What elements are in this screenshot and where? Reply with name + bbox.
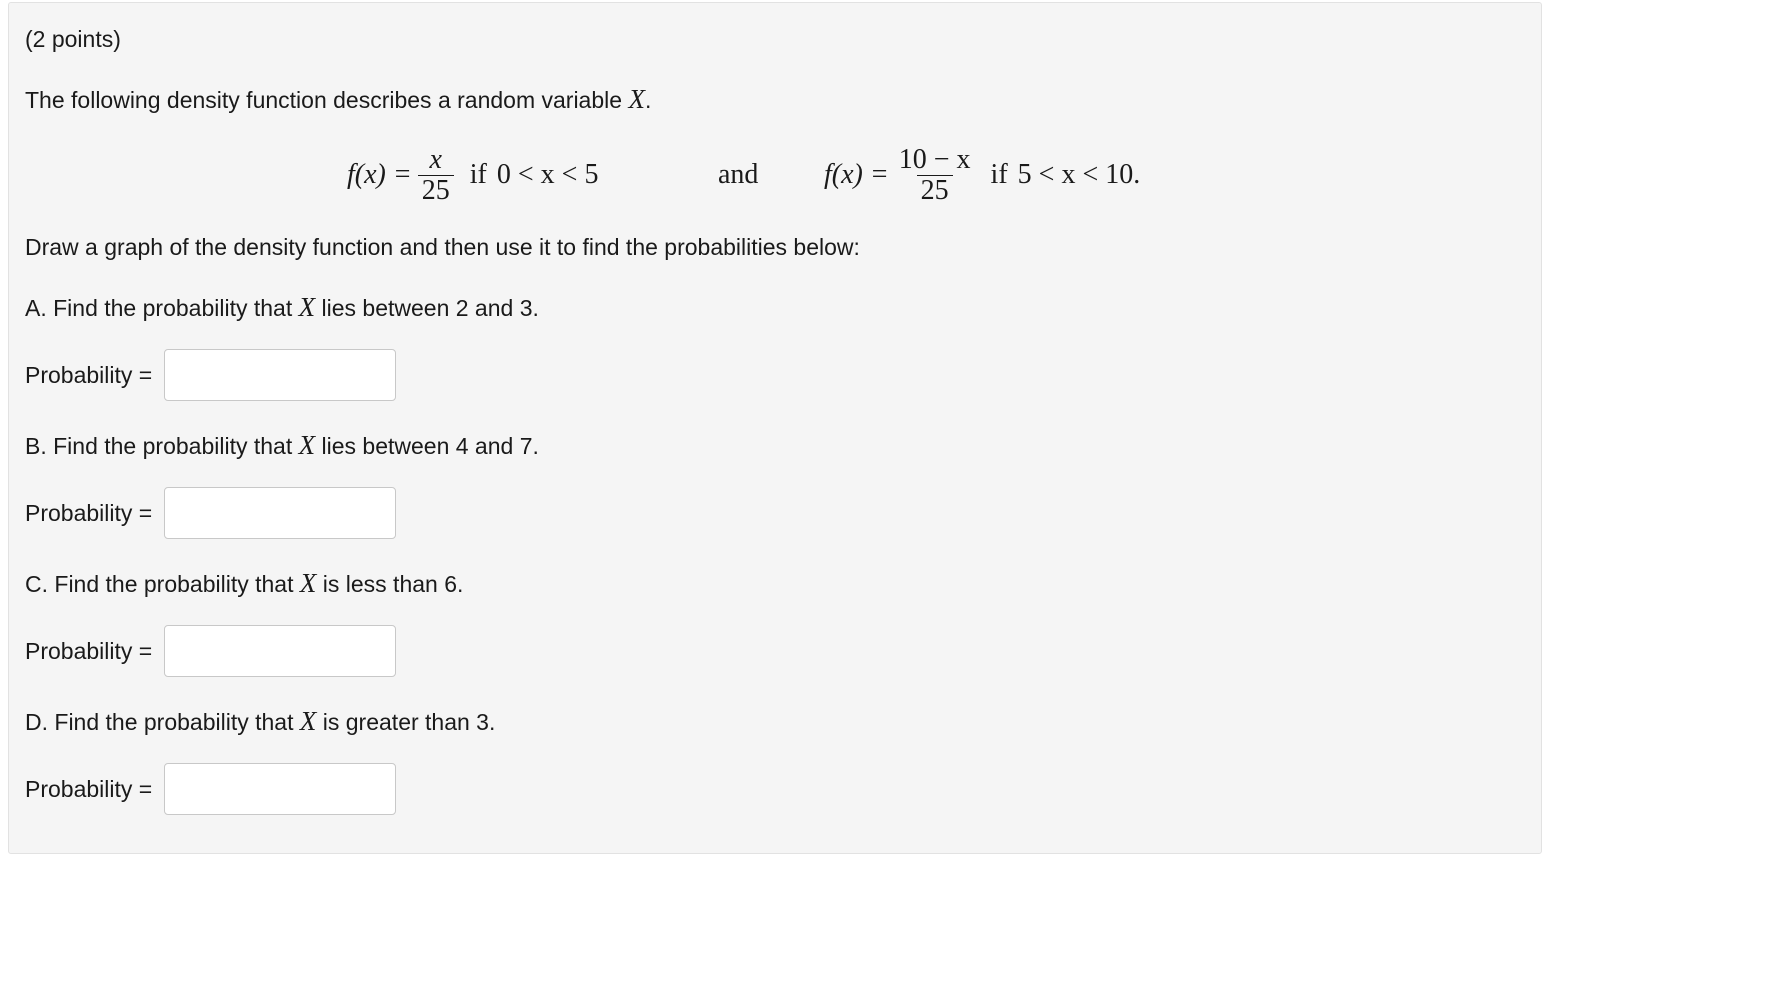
probability-input-d[interactable] [164, 763, 396, 815]
formula-right-if: if [990, 159, 1008, 190]
formula-right-condition: 5 < x < 10. [1017, 159, 1141, 190]
question-b [25, 431, 539, 460]
question-d [25, 707, 495, 736]
question-d-pre: D. Find the probability that [25, 709, 300, 735]
points-label: (2 points) [25, 26, 121, 52]
formula-right-fraction [895, 145, 975, 206]
answer-row-c [25, 625, 396, 677]
probability-label-a: Probability = [25, 361, 153, 388]
formula-right-lhs: f(x) = [824, 159, 889, 190]
formula-left-condition: 0 < x < 5 [496, 159, 599, 190]
formula-left-lhs: f(x) = [347, 159, 412, 190]
formula-right-numerator: 10 − x [898, 143, 971, 175]
question-c-pre: C. Find the probability that [25, 571, 300, 597]
formula-left-numerator: x [429, 143, 442, 175]
question-d-post: is greater than 3. [316, 709, 496, 735]
formula-connector: and [718, 159, 759, 190]
intro-text-body: The following density function describes a random variable [25, 87, 629, 113]
instruction-text: Draw a graph of the density function and then use it to find the probabilities below: [25, 234, 860, 260]
formula-right-denominator: 25 [917, 175, 953, 206]
probability-label-d: Probability = [25, 775, 153, 802]
formula-left-if: if [469, 159, 487, 190]
question-b-variable: X [298, 430, 316, 460]
question-c-post: is less than 6. [316, 571, 464, 597]
probability-label-b: Probability = [25, 499, 153, 526]
question-b-post: lies between 4 and 7. [315, 433, 539, 459]
density-formula-left [347, 139, 598, 211]
intro-variable: X [628, 84, 645, 114]
probability-input-a[interactable] [164, 349, 396, 401]
probability-input-b[interactable] [164, 487, 396, 539]
intro-period: . [644, 87, 652, 113]
formula-left-denominator: 25 [418, 175, 454, 206]
answer-row-d [25, 763, 396, 815]
problem-panel [8, 2, 1542, 854]
question-c-variable: X [299, 568, 317, 598]
question-a-post: lies between 2 and 3. [315, 295, 539, 321]
probability-label-c: Probability = [25, 637, 153, 664]
question-a [25, 293, 539, 322]
formula-left-fraction [418, 145, 454, 206]
answer-row-b [25, 487, 396, 539]
question-a-variable: X [298, 292, 316, 322]
question-d-variable: X [299, 706, 317, 736]
question-b-pre: B. Find the probability that [25, 433, 299, 459]
question-c [25, 569, 463, 598]
probability-input-c[interactable] [164, 625, 396, 677]
density-formula-right [824, 139, 1140, 211]
question-a-pre: A. Find the probability that [25, 295, 299, 321]
intro-text [25, 85, 651, 114]
answer-row-a [25, 349, 396, 401]
